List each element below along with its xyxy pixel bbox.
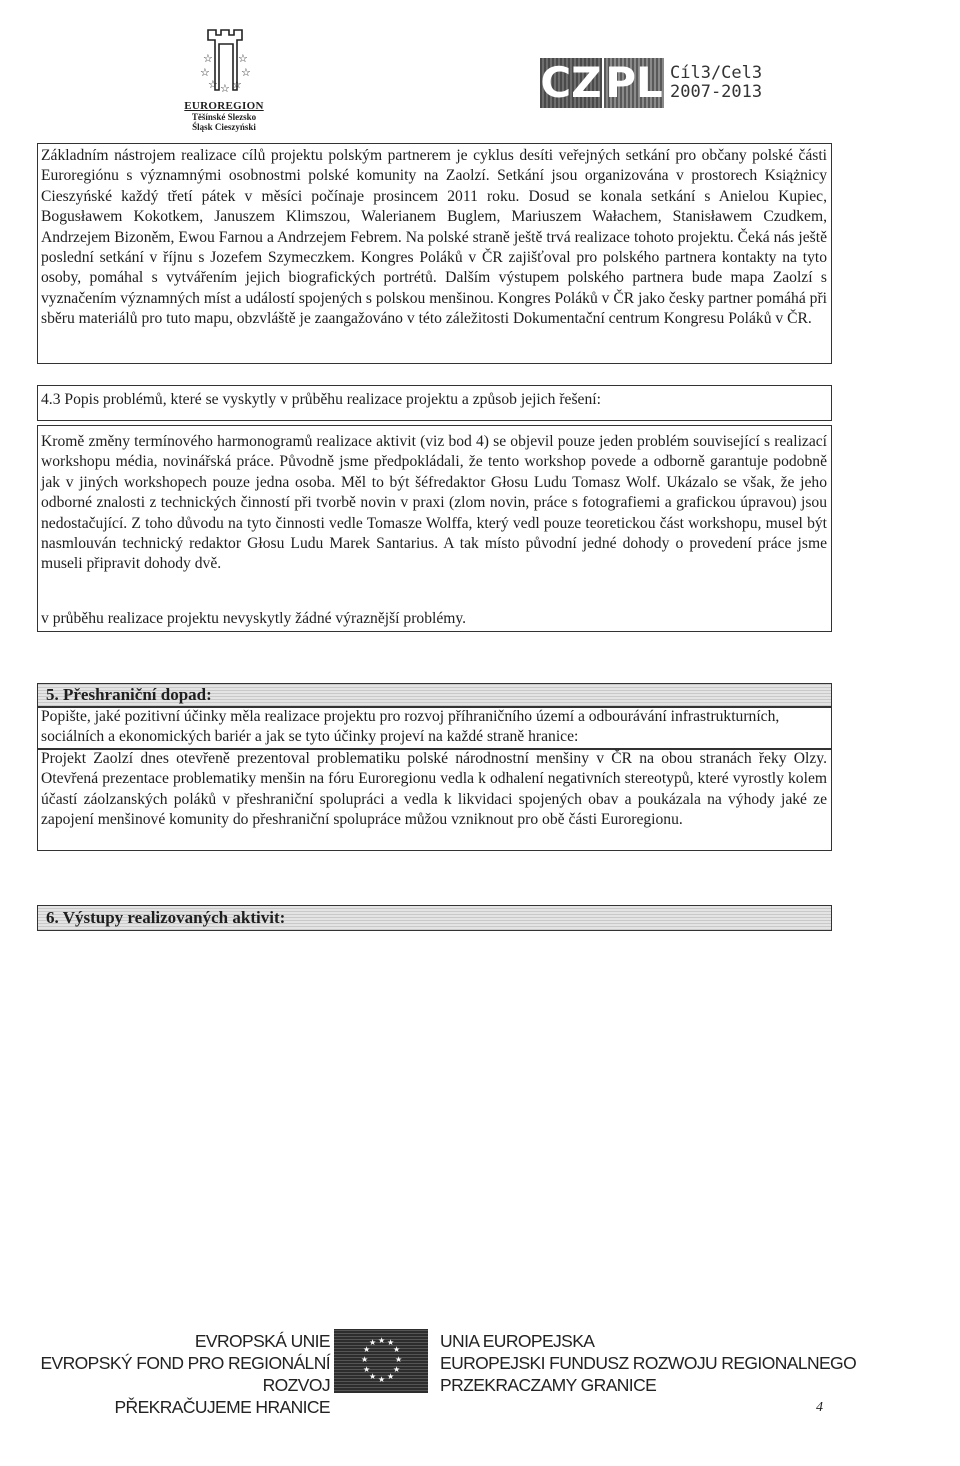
- euroregion-subtitle-cz: Těšínské Slezsko: [191, 112, 257, 122]
- section-6-header: [37, 905, 832, 931]
- footer-pl-line1: UNIA EUROPEJSKA: [440, 1331, 595, 1351]
- svg-text:★: ★: [369, 1372, 377, 1381]
- section-4-3-note: v průběhu realizace projektu nevyskytly žádné výraznější problémy.: [41, 610, 467, 627]
- euroregion-name: EUROREGION: [184, 100, 264, 112]
- svg-text:☆: ☆: [238, 53, 248, 65]
- svg-text:☆: ☆: [200, 67, 210, 79]
- section-4-3-title: 4.3 Popis problémů, které se vyskytly v průběhu realizace projektu a způsob jejich řešení:: [41, 391, 601, 408]
- svg-text:☆: ☆: [208, 79, 218, 91]
- svg-text:★: ★: [369, 1338, 377, 1347]
- footer-pl-line3: PRZEKRACZAMY GRANICE: [440, 1375, 657, 1395]
- svg-text:★: ★: [387, 1338, 395, 1347]
- program-period: 2007-2013: [670, 82, 763, 102]
- section-5-question: Popište, jaké pozitivní účinky měla realizace projektu pro rozvoj příhraničního území a odbourávání infrastrukturních, sociálních a ekonomických bariér a jak se tyto účinky projeví na každé straně hranice:: [41, 708, 780, 746]
- program-objective: Cíl3/Cel3: [670, 63, 763, 83]
- svg-text:☆: ☆: [203, 53, 213, 65]
- svg-text:★: ★: [395, 1355, 403, 1364]
- svg-text:★: ★: [393, 1345, 401, 1354]
- section-5-title: 5. Přeshraniční dopad:: [46, 685, 212, 704]
- svg-text:★: ★: [378, 1336, 386, 1345]
- pl-mark: PL: [605, 58, 663, 107]
- svg-text:☆: ☆: [220, 83, 230, 95]
- svg-text:★: ★: [393, 1365, 401, 1374]
- section-5-answer: Projekt Zaolzí dnes otevřeně prezentoval problematiku polské národnostní menšiny v ČR na obou stranách řeky Olzy. Otevřená prezentace problematiky menšin na fóru Euroregionu vedla k odhalení negativních stereotypů, které vyrostly kolem účastí záolzanských poláků v přeshraniční spolupráci a vedla k likvidaci spojených obav a poukázala na výhody jaké ze zapojení menšinové komunity do přeshraniční spolupráce můžou vzniknout pro obě části Euroregionu.: [41, 750, 827, 829]
- euroregion-logo: [178, 26, 270, 132]
- section-6-title: 6. Výstupy realizovaných aktivit:: [46, 908, 286, 927]
- footer-pl: [440, 1330, 856, 1396]
- svg-text:★: ★: [363, 1365, 371, 1374]
- cz-mark: CZ: [540, 58, 602, 107]
- svg-text:★: ★: [387, 1372, 395, 1381]
- footer-cz-line3: PŘEKRAČUJEME HRANICE: [114, 1397, 330, 1417]
- svg-text:★: ★: [363, 1345, 371, 1354]
- svg-text:★: ★: [378, 1375, 386, 1384]
- intro-text: Základním nástrojem realizace cílů projektu polským partnerem je cyklus desíti veřejných setkání pro občany polské části Euroregiónu s významnými osobnostmi polské komunity na Zaolzí. Setkání jsou organizována v prostorech Książnicy Cieszyńské každý třetí pátek v měsíci počínaje prosincem 2011 roku. Dosud se konala setkání s Anielou Kupiec, Bogusławem Kokotkem, Januszem Klimszou, Walerianem Buglem, Mariuszem Wałachem, Stanisławem Czudkem, Andrzejem Bizoněm, Ewou Farnou a Andrzejem Febrem. Na polské straně ještě trvá realizace tohoto projektu. Čeká nás ještě poslední setkání v říjnu s Jozefem Szymeczkem. Kongres Poláků v ČR zajišťoval pro polského partnera kontakty na tyto osoby, pomáhal s vytvářením jejich biografických portrétů. Dalším výstupem polského partnera bude mapa Zaolzí s vyznačením významných míst a událostí spojených s polskou menšinou. Kongres Poláků v ČR jako česky partner pomáhá při sběru materiálů pro tuto mapu, obzvláště je zaangažováno v této záležitosti Dokumentační centrum Kongresu Poláků v ČR.: [41, 147, 827, 328]
- castle-stars-icon: [194, 26, 254, 96]
- svg-text:★: ★: [361, 1355, 369, 1364]
- footer-cz: [0, 1330, 330, 1418]
- section-5-header: [37, 683, 832, 707]
- program-label: [670, 64, 762, 102]
- eu-flag-icon: [334, 1329, 428, 1393]
- footer-cz-line1: EVROPSKÁ UNIE: [194, 1331, 330, 1351]
- svg-text:☆: ☆: [232, 79, 242, 91]
- footer-cz-line2: EVROPSKÝ FOND PRO REGIONÁLNÍ ROZVOJ: [40, 1353, 330, 1395]
- euroregion-subtitle-pl: Śląsk Cieszyński: [192, 122, 256, 132]
- page-number: 4: [816, 1400, 823, 1415]
- footer-pl-line2: EUROPEJSKI FUNDUSZ ROZWOJU REGIONALNEGO: [440, 1353, 857, 1373]
- section-4-3-paragraph: Kromě změny termínového harmonogramů realizace aktivit (viz bod 4) se objevil pouze jeden problém související s realizací workshopu média, novinářská práce. Původně jsme předpokládali, že tento workshop povede a odborně garantuje podobně jak v jiných workshopech pouze jedna osoba. Měl to být šéfredaktor Głosu Ludu Tomasz Wolf. Ukázalo se však, že jeho odborné znalosti z technických činností při tvorbě novin v praxi (zlom novin, práce s fotografiemi a grafickou úpravou) jsou nedostačující. Z toho důvodu na tyto činnosti vedle Tomasze Wolffa, který vedl pouze teoretickou část workshopu, musel být nasmlouván technický redaktor Głosu Ludu Marek Santarius. A tak místo původní jedné dohody o provedení práce jsme museli připravit dohody dvě.: [41, 433, 827, 573]
- svg-text:☆: ☆: [241, 67, 251, 79]
